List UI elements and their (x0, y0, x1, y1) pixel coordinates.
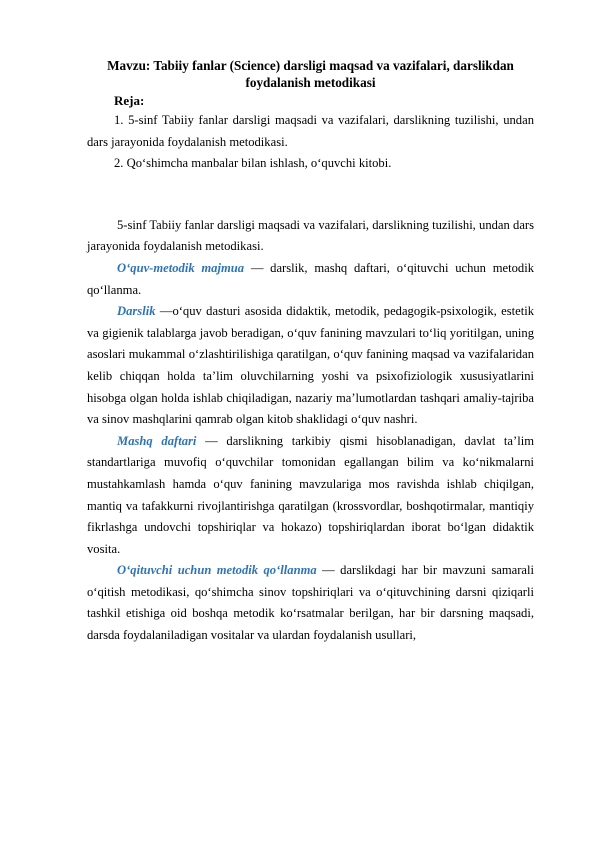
definition-term: O‘qituvchi uchun metodik qo‘llanma (117, 563, 317, 578)
definition-term: Mashq daftari (117, 433, 197, 448)
definition-term: O‘quv-metodik majmua (117, 260, 245, 275)
section-gap (87, 175, 534, 215)
document-page (87, 57, 534, 647)
definition-paragraph (87, 560, 534, 646)
definition-text: — darslik, mashq daftari, o‘qituvchi uchun metodik qo‘llanma. (87, 260, 534, 297)
document-title: Mavzu: Tabiiy fanlar (Science) darsligi maqsad va vazifalari, darslikdan foydalanish metodikasi (107, 58, 514, 90)
definition-text: — darslikdagi har bir mavzuni samarali o‘qitish metodikasi, qo‘shimcha sinov topshiriqlari va o‘qituvchining darsni qiziqarli tashkil etishiga oid boshqa metodik ko‘rsatmalar berilgan, har bir darsning maqsadi, darsda foydalaniladigan vositalar va ulardan foydalanish usullari, (87, 563, 534, 643)
definition-term: Darslik (117, 304, 156, 319)
plan-item-2: 2. Qo‘shimcha manbalar bilan ishlash, o‘quvchi kitobi. (114, 156, 392, 171)
intro-paragraph: 5-sinf Tabiiy fanlar darsligi maqsadi va vazifalari, darslikning tuzilishi, undan dars jarayonida foydalanish metodikasi. (87, 217, 534, 254)
plan-heading: Reja: (114, 93, 145, 108)
definition-paragraph (87, 301, 534, 431)
plan-item-1: 1. 5-sinf Tabiiy fanlar darsligi maqsadi va vazifalari, darslikning tuzilishi, undan dars jarayonida foydalanish metodikasi. (87, 113, 534, 149)
definition-paragraph (87, 258, 534, 301)
definition-paragraph (87, 431, 534, 561)
definition-text: —o‘quv dasturi asosida didaktik, metodik, pedagogik-psixologik, estetik va gigienik talablarga javob beradigan, o‘quv fanining mavzulari to‘liq yoritilgan, uning asoslari mukammal o‘zlashtirilishiga qaratilgan, o‘quv fanining maqsad va vazifalaridan kelib chiqqan holda ta’lim oluvchilarning yoshi va psixofiziologik xususiyatlarini hisobga olgan holda ishlab chiqiladigan, nazariy ma’lumotlardan tashqari amaliy-tajriba va sinov mashqlarini qamrab olgan kitob shaklidagi o‘quv nashri. (87, 304, 534, 427)
definition-text: — darslikning tarkibiy qismi hisoblanadigan, davlat ta’lim standartlariga muvofiq o‘quvchilar tomonidan egallangan bilim va ko‘nikmalarni mustahkamlash hamda o‘quv fanining mavzulariga mos ravishda ishlab chiqilgan, mantiq va tafakkurni rivojlantirishga qaratilgan (krossvordlar, boshqotirmalar, mantiqiy fikrlashga undovchi topshiriqlar va hokazo) topshiriqlardan iborat bo‘lgan didaktik vosita. (87, 433, 534, 556)
